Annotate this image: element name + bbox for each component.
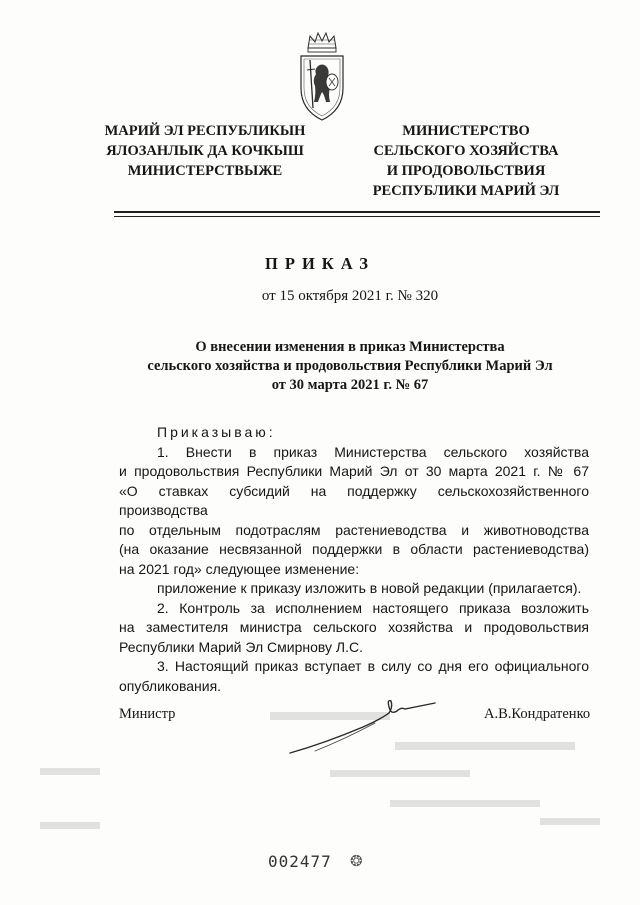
header-right-block (346, 121, 586, 201)
signatory-name: А.В.Кондратенко (484, 706, 591, 722)
item3-line: опубликования. (119, 677, 222, 694)
handwritten-signature-icon (285, 693, 445, 763)
document-date-number: от 15 октября 2021 г. № 320 (261, 288, 439, 304)
item2-line: 2. Контроль за исполнением настоящего приказа возложить (157, 599, 589, 616)
header-right-line: РЕСПУБЛИКИ МАРИЙ ЭЛ (372, 183, 560, 199)
header-right-line: МИНИСТЕРСТВО (402, 123, 530, 139)
item1-line: «О ставках субсидий на поддержку сельскохозяйственного производства (119, 482, 589, 518)
bleed-through-mark (390, 800, 540, 807)
item1-line: 1. Внести в приказ Министерства сельского хозяйства (157, 443, 589, 460)
item3-line: 3. Настоящий приказ вступает в силу со дня его официального (157, 658, 589, 674)
subject-line: от 30 марта 2021 г. № 67 (271, 377, 429, 393)
bleed-through-mark (540, 818, 600, 825)
registration-mark-icon: ❂ (350, 854, 363, 870)
item1-line: и продовольствия Республики Марий Эл от 30 марта 2021 г. № 67 (119, 463, 589, 479)
bleed-through-mark (270, 712, 390, 720)
item1-line: (на оказание несвязанной поддержки в области растениеводства) (119, 541, 589, 557)
header-divider-thick (114, 211, 600, 213)
item1-change: приложение к приказу изложить в новой редакции (прилагается). (157, 580, 582, 596)
item1-line: по отдельным подотраслям растениеводства и животноводства (119, 521, 589, 538)
body-intro: Приказываю: (157, 424, 276, 440)
item2-line: на заместителя министра сельского хозяйства и продовольствия (119, 619, 589, 635)
header-left-line: ЯЛОЗАНЛЫК ДА КОЧКЫШ (106, 143, 304, 159)
header-left-line: МАРИЙ ЭЛ РЕСПУБЛИКЫН (104, 123, 306, 139)
subject-line: сельского хозяйства и продовольствия Республики Марий Эл (147, 358, 553, 374)
header-right-line: СЕЛЬСКОГО ХОЗЯЙСТВА (373, 143, 559, 159)
signatory-role: Министр (119, 706, 176, 722)
subject-line: О внесении изменения в приказ Министерства (195, 339, 505, 355)
item1-line: на 2021 год» следующее изменение: (119, 560, 360, 577)
header-divider-thin (114, 216, 600, 217)
document-body (119, 423, 589, 696)
document-title: ПРИКАЗ (265, 254, 375, 273)
coat-of-arms-icon (296, 30, 348, 124)
header-left-line: МИНИСТЕРСТВЫЖЕ (127, 163, 283, 179)
bleed-through-mark (40, 768, 100, 775)
item2-line: Республики Марий Эл Смирнову Л.С. (119, 638, 363, 655)
bleed-through-mark (330, 770, 470, 777)
bleed-through-mark (395, 742, 575, 750)
registration-number: 002477 (268, 852, 332, 871)
document-subject (100, 338, 600, 395)
header-left-block (80, 121, 330, 181)
bleed-through-mark (40, 822, 100, 829)
header-right-line: И ПРОДОВОЛЬСТВИЯ (386, 163, 546, 179)
